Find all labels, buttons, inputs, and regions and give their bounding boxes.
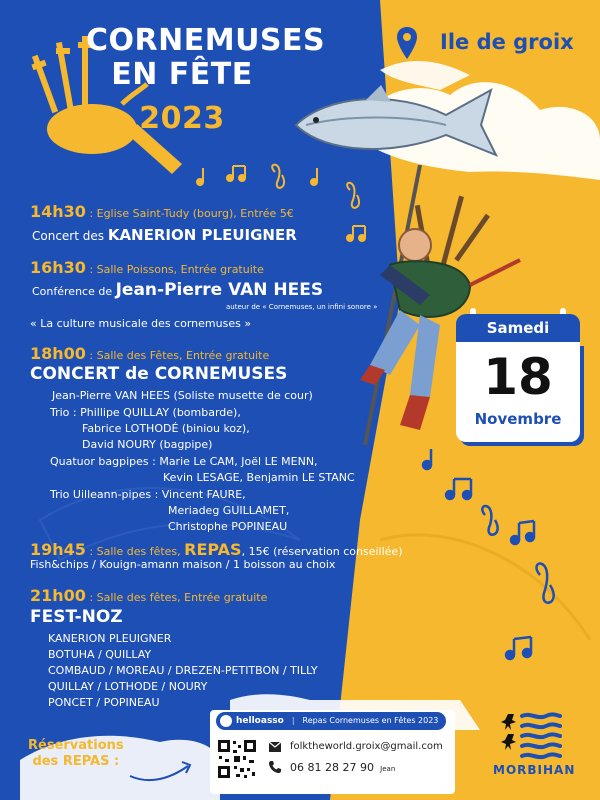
location-label: Ile de groix [440, 30, 574, 54]
event-3-line: Jean-Pierre VAN HEES (Soliste musette de cour) [52, 389, 313, 402]
morbihan-flag-icon [500, 710, 562, 762]
event-2-title [32, 280, 323, 300]
event-2-time: 16h30 [30, 258, 86, 277]
event-3-line: Quatuor bagpipes : Marie Le CAM, Joël LE MENN, [50, 455, 318, 468]
event-3-header [30, 344, 269, 363]
event-2-subtitle: « La culture musicale des cornemuses » [30, 317, 252, 330]
event-1-title [32, 225, 297, 244]
phone-number: 06 81 28 27 90 [290, 761, 374, 774]
event-1-performer: KANERION PLEUIGNER [107, 226, 297, 244]
event-2-prefix: Conférence de [32, 285, 116, 298]
event-4-header [30, 540, 403, 559]
event-5-time: 21h00 [30, 586, 86, 605]
event-5-line: PONCET / POPINEAU [48, 696, 160, 709]
date-month: Novembre [474, 410, 562, 428]
date-card [456, 314, 580, 442]
event-3-time: 18h00 [30, 344, 86, 363]
event-3-venue: : Salle des Fêtes, Entrée gratuite [85, 349, 270, 362]
title-line1: CORNEMUSES [86, 23, 326, 58]
location-pin-icon [396, 26, 418, 60]
event-4-after: , 15€ (réservation conseillée) [241, 545, 403, 558]
event-5-header [30, 586, 267, 605]
helloasso-icon [220, 715, 232, 727]
phone-line[interactable] [290, 761, 395, 774]
event-5-line: KANERION PLEUIGNER [48, 632, 172, 645]
event-1-prefix: Concert des [32, 229, 108, 243]
event-3-line: David NOURY (bagpipe) [82, 438, 213, 451]
event-5-line: COMBAUD / MOREAU / DREZEN-PETITBON / TILLY [48, 664, 318, 677]
event-4-venue: : Salle des fêtes, [85, 545, 185, 558]
helloasso-logo: helloasso [236, 716, 284, 726]
event-2-author-note: auteur de « Cornemuses, un infini sonore » [226, 303, 378, 311]
region-label: MORBIHAN [493, 763, 576, 777]
event-5-venue: : Salle des fêtes, Entrée gratuite [85, 591, 268, 604]
event-4-highlight: REPAS [184, 540, 242, 559]
event-3-line: Christophe POPINEAU [168, 520, 288, 533]
event-1-venue: : Eglise Saint-Tudy (bourg), Entrée 5€ [85, 207, 294, 220]
title-year: 2023 [139, 101, 225, 136]
event-3-heading: CONCERT de CORNEMUSES [30, 364, 288, 384]
reservations-text: Réservations des REPAS : [28, 738, 124, 769]
qr-code[interactable] [216, 738, 258, 780]
arrow-icon [128, 756, 198, 786]
helloasso-text: Repas Cornemuses en Fêtes 2023 [302, 716, 439, 725]
date-body [456, 342, 580, 442]
event-2-venue: : Salle Poissons, Entrée gratuite [85, 263, 264, 276]
event-3-line: Meriadeg GUILLAMET, [168, 504, 290, 517]
music-notes-icon [415, 445, 565, 675]
event-3-line: Kevin LESAGE, Benjamin LE STANC [163, 471, 355, 484]
date-weekday: Samedi [456, 314, 580, 342]
phone-icon [268, 760, 282, 774]
helloasso-bar[interactable]: helloasso | Repas Cornemuses en Fêtes 2023 [216, 712, 446, 730]
phone-contact-name: Jean [380, 765, 396, 773]
event-5-line: QUILLAY / LOTHODE / NOURY [48, 680, 208, 693]
event-1-header [30, 202, 294, 221]
event-3-line: Fabrice LOTHODÉ (biniou koz), [82, 422, 250, 435]
event-4-time: 19h45 [30, 540, 86, 559]
event-4-menu: Fish&chips / Kouign-amann maison / 1 boisson au choix [30, 558, 336, 571]
date-day: 18 [483, 348, 553, 406]
email-link[interactable]: folktheworld.groix@gmail.com [290, 741, 443, 752]
title-line2: EN FÊTE [111, 57, 253, 92]
event-5-line: BOTUHA / QUILLAY [48, 648, 152, 661]
event-2-header [30, 258, 264, 277]
event-3-line: Trio : Phillipe QUILLAY (bombarde), [50, 406, 241, 419]
fish-illustration [286, 80, 516, 170]
event-1-time: 14h30 [30, 202, 86, 221]
event-3-line: Trio Uilleann-pipes : Vincent FAURE, [50, 488, 246, 501]
reservations-label [28, 738, 124, 770]
email-icon [268, 741, 282, 753]
event-5-heading: FEST-NOZ [30, 607, 123, 627]
event-2-speaker: Jean-Pierre VAN HEES [115, 280, 324, 300]
